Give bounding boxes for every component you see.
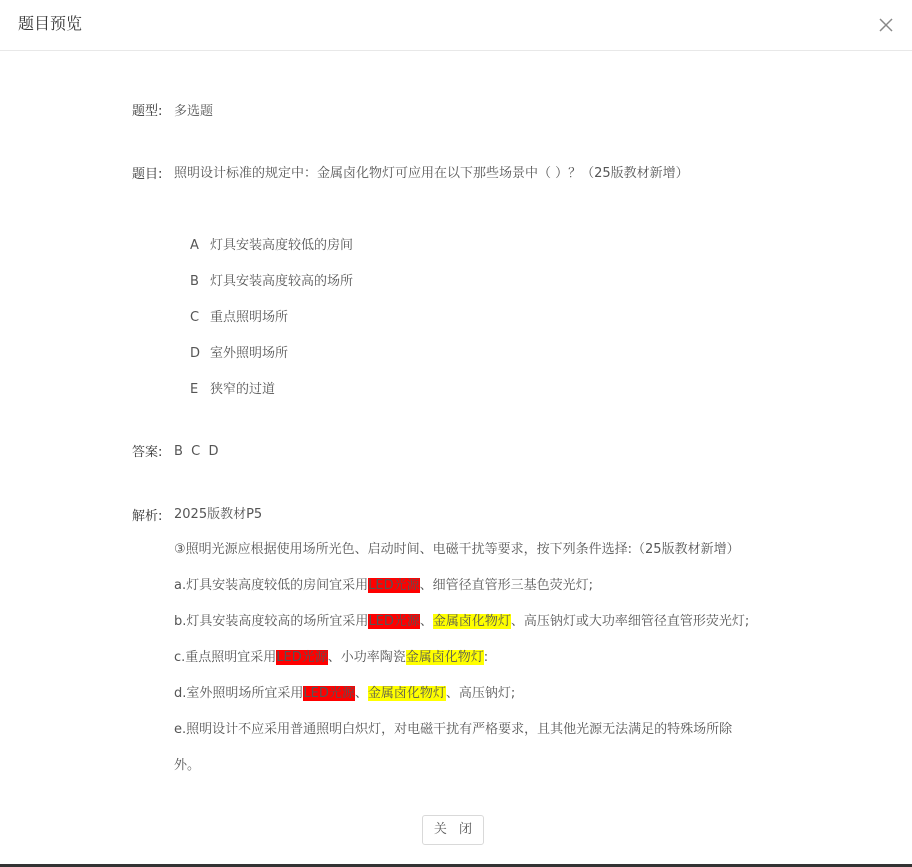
explanation-item-a bbox=[174, 577, 593, 595]
explanation-item-e-cont: 外。 bbox=[174, 758, 201, 773]
highlight-red: LED光源 bbox=[368, 578, 420, 593]
explanation-label: 解析: bbox=[132, 509, 163, 524]
explanation-text: 、小功率陶瓷 bbox=[327, 650, 406, 665]
option-text: 狭窄的过道 bbox=[210, 382, 276, 397]
option-letter: E bbox=[190, 382, 199, 397]
option-text: 室外照明场所 bbox=[210, 346, 289, 361]
highlight-yellow: 金属卤化物灯 bbox=[367, 686, 446, 701]
question-stem-label: 题目: bbox=[132, 167, 163, 182]
explanation-text: 、高压钠灯或大功率细管径直管形荧光灯; bbox=[510, 614, 750, 629]
option-a bbox=[190, 237, 353, 255]
explanation-intro: ③照明光源应根据使用场所光色、启动时间、电磁干扰等要求，按下列条件选择:（25版教材新增） bbox=[174, 542, 740, 557]
option-text: 重点照明场所 bbox=[210, 310, 289, 325]
question-type-label: 题型: bbox=[132, 104, 163, 119]
dialog-title: 题目预览 bbox=[18, 14, 83, 33]
close-icon[interactable] bbox=[876, 15, 896, 35]
explanation-item-d bbox=[174, 685, 515, 703]
question-stem-text: 照明设计标准的规定中：金属卤化物灯可应用在以下那些场景中（ ）？（25版教材新增） bbox=[174, 166, 689, 181]
highlight-red: LED光源 bbox=[276, 650, 328, 665]
explanation-text: 、细管径直管形三基色荧光灯; bbox=[419, 578, 593, 593]
option-letter: B bbox=[190, 274, 199, 289]
explanation-text: 、高压钠灯; bbox=[445, 686, 516, 701]
explanation-item-e: e.照明设计不应采用普通照明白炽灯，对电磁干扰有严格要求，且其他光源无法满足的特殊场所除 bbox=[174, 722, 733, 737]
highlight-yellow: 金属卤化物灯 bbox=[432, 614, 511, 629]
option-c bbox=[190, 309, 288, 327]
option-letter: C bbox=[190, 310, 200, 325]
option-b bbox=[190, 273, 353, 291]
highlight-red: LED光源 bbox=[303, 686, 355, 701]
explanation-text: b.灯具安装高度较高的场所宜采用 bbox=[174, 614, 369, 629]
explanation-source: 2025版教材P5 bbox=[174, 507, 263, 522]
explanation-text: d.室外照明场所宜采用 bbox=[174, 686, 304, 701]
explanation-text: 、 bbox=[354, 686, 368, 701]
option-d bbox=[190, 345, 288, 363]
close-button[interactable]: 关 闭 bbox=[422, 815, 484, 845]
highlight-red: LED光源 bbox=[368, 614, 420, 629]
option-text: 灯具安装高度较低的房间 bbox=[210, 238, 354, 253]
explanation-text: a.灯具安装高度较低的房间宜采用 bbox=[174, 578, 369, 593]
explanation-text: 、 bbox=[419, 614, 433, 629]
option-letter: A bbox=[190, 238, 199, 253]
explanation-item-b bbox=[174, 613, 749, 631]
answer-value: B C D bbox=[174, 444, 219, 459]
explanation-item-c bbox=[174, 649, 488, 667]
option-letter: D bbox=[190, 346, 201, 361]
question-type-value: 多选题 bbox=[174, 104, 214, 119]
option-e bbox=[190, 381, 275, 399]
dialog-header bbox=[0, 0, 912, 51]
option-text: 灯具安装高度较高的场所 bbox=[210, 274, 354, 289]
highlight-yellow: 金属卤化物灯 bbox=[405, 650, 484, 665]
answer-label: 答案: bbox=[132, 445, 163, 460]
explanation-text: c.重点照明宜采用 bbox=[174, 650, 277, 665]
explanation-text: : bbox=[483, 650, 489, 665]
